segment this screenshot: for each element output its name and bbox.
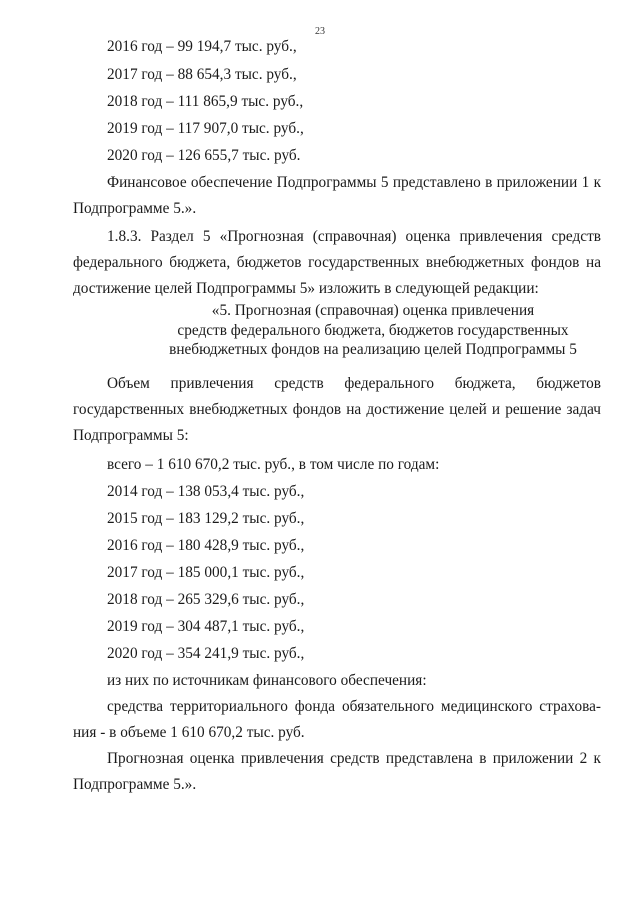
- total-line: всего – 1 610 670,2 тыс. руб., в том числе по годам:: [107, 456, 440, 473]
- year-line: 2020 год – 354 241,9 тыс. руб.,: [107, 645, 305, 662]
- fund-line: ния - в объеме 1 610 670,2 тыс. руб.: [73, 724, 305, 741]
- year-line: 2019 год – 117 907,0 тыс. руб.,: [107, 120, 304, 137]
- year-line: 2014 год – 138 053,4 тыс. руб.,: [107, 483, 305, 500]
- year-line: 2016 год – 99 194,7 тыс. руб.,: [107, 38, 297, 55]
- year-line: 2015 год – 183 129,2 тыс. руб.,: [107, 510, 305, 527]
- section-paragraph: 1.8.3. Раздел 5 «Прогнозная (справочная) оценка привлечения средств федерального бюджета, бюджетов государственных внебюджетных фондов на достижение целей Подпрограммы 5» изложить в следующей редакции:: [73, 228, 601, 297]
- year-line: 2019 год – 304 487,1 тыс. руб.,: [107, 618, 305, 635]
- closing-paragraph: Прогнозная оценка привлечения средств представлена в приложении 2 к Подпрограмме 5.».: [73, 750, 601, 793]
- heading-line-2: средств федерального бюджета, бюджетов государственных: [177, 321, 569, 339]
- year-line: 2020 год – 126 655,7 тыс. руб.: [107, 147, 301, 164]
- fund-line: средства территориального фонда обязательного медицинского страхова-: [107, 698, 601, 715]
- year-line: 2017 год – 88 654,3 тыс. руб.,: [107, 66, 297, 83]
- section-heading: [140, 301, 606, 360]
- page-number: 23: [315, 26, 325, 37]
- year-line: 2018 год – 265 329,6 тыс. руб.,: [107, 591, 305, 608]
- year-line: 2016 год – 180 428,9 тыс. руб.,: [107, 537, 305, 554]
- heading-line-1: «5. Прогнозная (справочная) оценка привлечения: [211, 302, 535, 319]
- year-line: 2018 год – 111 865,9 тыс. руб.,: [107, 93, 304, 110]
- volume-paragraph: Объем привлечения средств федерального бюджета, бюджетов государственных внебюджетных фондов на достижение целей и решение задач Подпрограммы 5:: [73, 375, 601, 444]
- financing-paragraph: Финансовое обеспечение Подпрограммы 5 представлено в приложении 1 к Подпрограмме 5.».: [73, 174, 601, 217]
- sources-intro: из них по источникам финансового обеспечения:: [107, 672, 427, 689]
- heading-line-3: внебюджетных фондов на реализацию целей Подпрограммы 5: [169, 341, 577, 358]
- year-line: 2017 год – 185 000,1 тыс. руб.,: [107, 564, 305, 581]
